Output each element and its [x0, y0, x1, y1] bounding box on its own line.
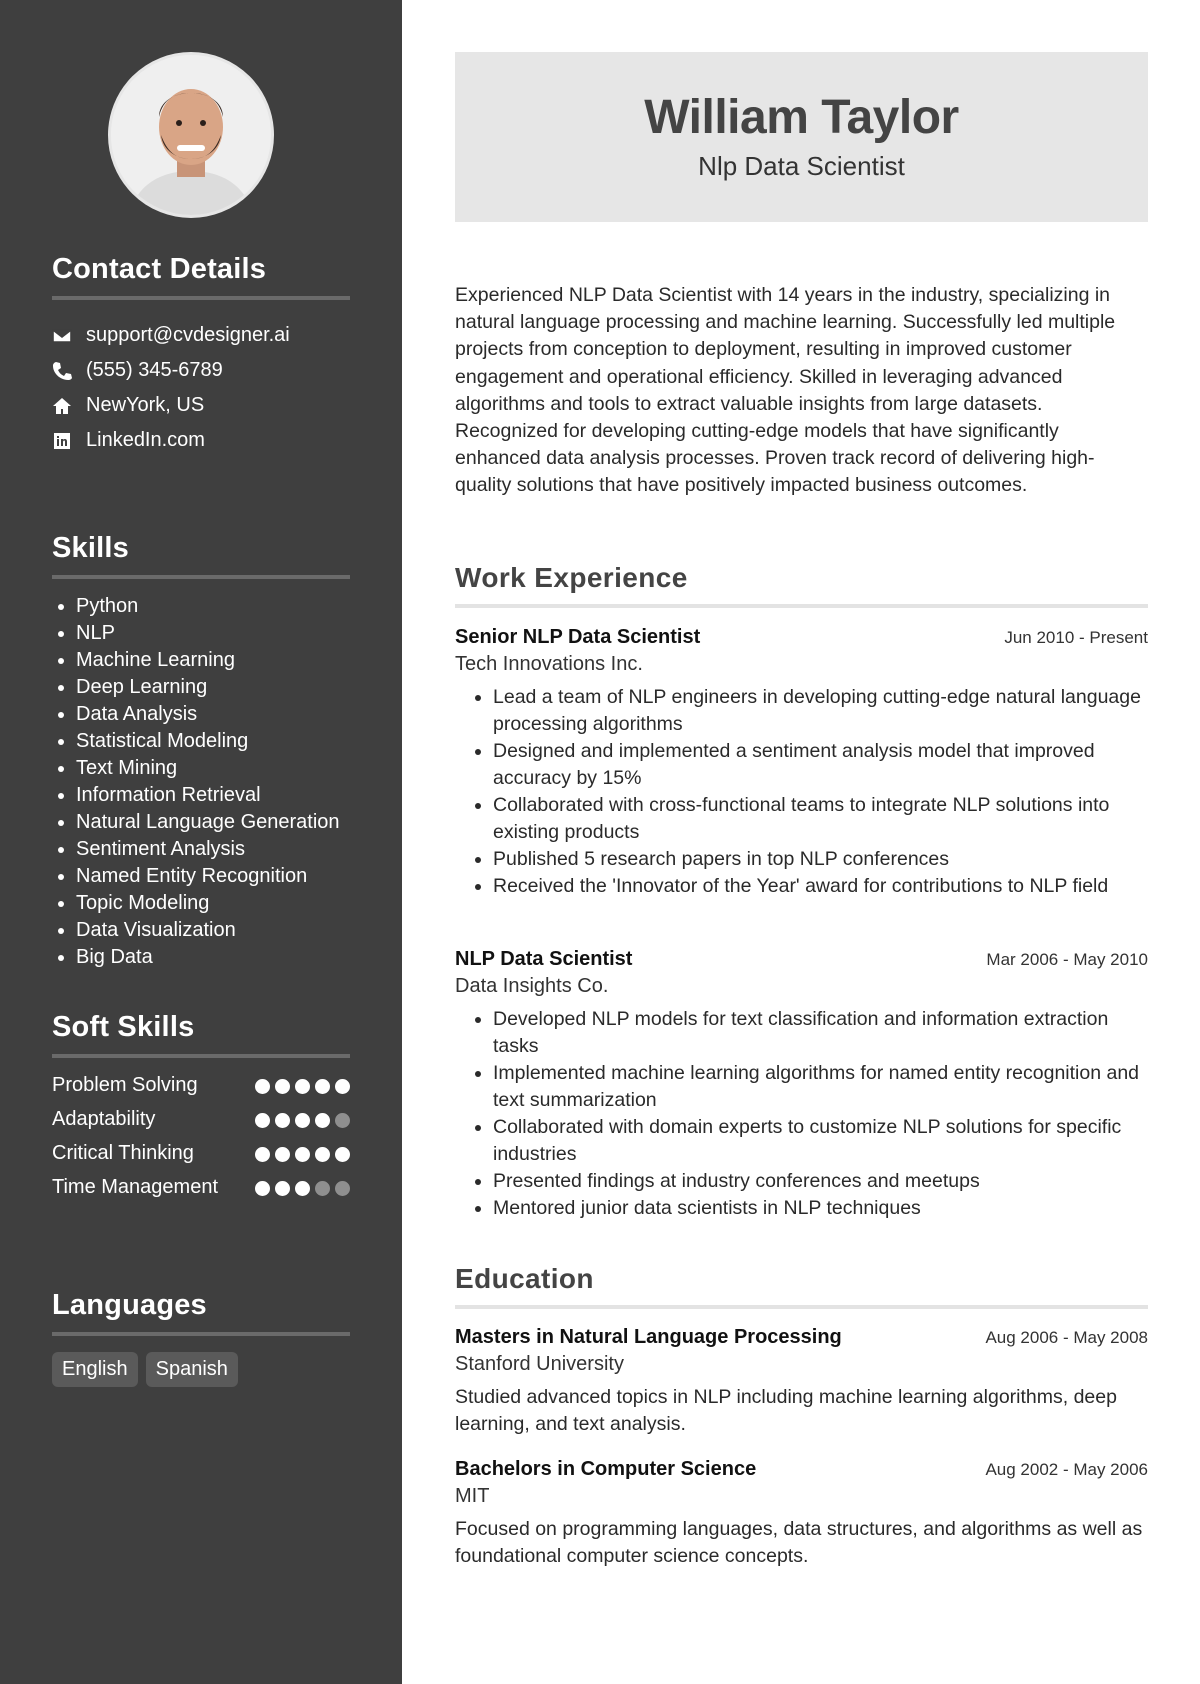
name-header [455, 52, 1148, 222]
soft-skill-row [52, 1140, 350, 1167]
job-title: Senior NLP Data Scientist [455, 626, 701, 648]
sidebar [0, 0, 402, 1684]
rating-dot-filled [335, 1079, 350, 1094]
degree-date: Aug 2002 - May 2006 [985, 1460, 1148, 1479]
skill-item: • Sentiment Analysis [76, 836, 350, 863]
rating-dot-filled [255, 1113, 270, 1128]
job-bullet: • Received the 'Innovator of the Year' award for contributions to NLP field [493, 873, 1148, 900]
job-date: Jun 2010 - Present [1004, 628, 1148, 647]
rating-dot-filled [295, 1079, 310, 1094]
job-bullet: • Designed and implemented a sentiment analysis model that improved accuracy by 15% [493, 738, 1148, 792]
skills-section [52, 532, 350, 971]
education-entry [455, 1458, 1148, 1570]
contact-email-text: support@cvdesigner.ai [86, 324, 290, 346]
soft-skill-name: Critical Thinking [52, 1142, 194, 1164]
rating-dot-filled [315, 1079, 330, 1094]
job-entry [455, 626, 1148, 900]
job-bullet: • Developed NLP models for text classification and information extraction tasks [493, 1006, 1148, 1060]
school-name: Stanford University [455, 1353, 624, 1375]
soft-skill-row [52, 1106, 350, 1133]
job-bullets [455, 1006, 1148, 1222]
skill-item: • Big Data [76, 944, 350, 971]
skill-item: • Natural Language Generation [76, 809, 350, 836]
rating-dots [255, 1174, 350, 1201]
job-company: Data Insights Co. [455, 975, 609, 997]
soft-skills-title: Soft Skills [52, 1011, 350, 1058]
rating-dot-filled [335, 1147, 350, 1162]
contact-title: Contact Details [52, 253, 350, 300]
soft-skill-name: Adaptability [52, 1108, 156, 1130]
job-bullet: • Lead a team of NLP engineers in developing cutting-edge natural language processing algorithms [493, 684, 1148, 738]
job-bullets [455, 684, 1148, 900]
soft-skill-name: Time Management [52, 1176, 218, 1198]
rating-dot-filled [275, 1113, 290, 1128]
rating-dots [255, 1072, 350, 1099]
rating-dot-filled [315, 1113, 330, 1128]
job-company: Tech Innovations Inc. [455, 653, 643, 675]
rating-dot-filled [295, 1147, 310, 1162]
skill-item: • Data Analysis [76, 701, 350, 728]
languages-section [52, 1289, 350, 1387]
contact-linkedin-text: LinkedIn.com [86, 429, 205, 451]
school-name: MIT [455, 1485, 490, 1507]
skill-item: • Data Visualization [76, 917, 350, 944]
skill-item: • Statistical Modeling [76, 728, 350, 755]
contact-list [52, 318, 350, 458]
contact-location-text: NewYork, US [86, 394, 205, 416]
language-chip: English [52, 1352, 138, 1387]
contact-linkedin[interactable] [52, 423, 350, 458]
phone-icon [52, 361, 86, 381]
job-bullet: • Mentored junior data scientists in NLP techniques [493, 1195, 1148, 1222]
candidate-name: William Taylor [644, 91, 959, 144]
rating-dot-filled [295, 1181, 310, 1196]
linkedin-icon [52, 431, 86, 451]
profile-summary: Experienced NLP Data Scientist with 14 years in the industry, specializing in natural language processing and machine learning. Successfully led multiple projects from conception to deployment, resulting in improved customer engagement and operational efficiency. Skilled in leveraging advanced algorithms and tools to extract valuable insights from large datasets. Recognized for developing cutting-edge models that have significantly enhanced data analysis processes. Proven track record of delivering high-quality solutions that have positively impacted business outcomes. [455, 284, 1116, 497]
skill-item: • Named Entity Recognition [76, 863, 350, 890]
job-bullet: • Collaborated with cross-functional teams to integrate NLP solutions into existing products [493, 792, 1148, 846]
rating-dot-filled [255, 1079, 270, 1094]
job-bullet: • Implemented machine learning algorithms for named entity recognition and text summarization [493, 1060, 1148, 1114]
soft-skill-row [52, 1072, 350, 1099]
home-icon [52, 396, 86, 416]
rating-dot-filled [275, 1147, 290, 1162]
skill-item: • Text Mining [76, 755, 350, 782]
rating-dot-filled [275, 1181, 290, 1196]
skill-item: • Deep Learning [76, 674, 350, 701]
education-entry [455, 1326, 1148, 1438]
rating-dot-filled [255, 1147, 270, 1162]
degree-title: Bachelors in Computer Science [455, 1458, 757, 1480]
rating-dot-empty [335, 1113, 350, 1128]
rating-dot-empty [315, 1181, 330, 1196]
languages-list [52, 1352, 350, 1387]
soft-skill-row [52, 1174, 350, 1201]
skills-title: Skills [52, 532, 350, 579]
skill-item: • Information Retrieval [76, 782, 350, 809]
job-title: NLP Data Scientist [455, 948, 633, 970]
contact-email[interactable] [52, 318, 350, 353]
soft-skills-list [52, 1072, 350, 1201]
job-date: Mar 2006 - May 2010 [986, 950, 1148, 969]
skill-item: • Topic Modeling [76, 890, 350, 917]
skills-list [52, 593, 350, 971]
rating-dot-empty [335, 1181, 350, 1196]
contact-location [52, 388, 350, 423]
job-bullet: • Collaborated with domain experts to customize NLP solutions for specific industries [493, 1114, 1148, 1168]
language-chip: Spanish [146, 1352, 238, 1387]
languages-title: Languages [52, 1289, 350, 1336]
job-bullet: • Presented findings at industry conferences and meetups [493, 1168, 1148, 1195]
degree-date: Aug 2006 - May 2008 [985, 1328, 1148, 1347]
contact-section [52, 253, 350, 458]
profile-photo [108, 52, 274, 218]
skill-item: • Machine Learning [76, 647, 350, 674]
rating-dots [255, 1140, 350, 1167]
skill-item: • NLP [76, 620, 350, 647]
candidate-role: Nlp Data Scientist [698, 151, 905, 181]
soft-skills-section [52, 1011, 350, 1208]
contact-phone[interactable] [52, 353, 350, 388]
rating-dot-filled [315, 1147, 330, 1162]
education-title: Education [455, 1263, 1148, 1309]
rating-dot-filled [295, 1113, 310, 1128]
job-bullet: • Published 5 research papers in top NLP conferences [493, 846, 1148, 873]
rating-dot-filled [255, 1181, 270, 1196]
soft-skill-name: Problem Solving [52, 1074, 198, 1096]
rating-dots [255, 1106, 350, 1133]
envelope-icon [52, 326, 86, 346]
skill-item: • Python [76, 593, 350, 620]
degree-description: Studied advanced topics in NLP including machine learning algorithms, deep learning, and text analysis. [455, 1386, 1117, 1435]
job-entry [455, 948, 1148, 1222]
profile-photo-illustration [111, 55, 271, 215]
degree-description: Focused on programming languages, data structures, and algorithms as well as foundational computer science concepts. [455, 1518, 1143, 1567]
degree-title: Masters in Natural Language Processing [455, 1326, 842, 1348]
rating-dot-filled [275, 1079, 290, 1094]
work-experience-title: Work Experience [455, 562, 1148, 608]
contact-phone-text: (555) 345-6789 [86, 359, 223, 381]
